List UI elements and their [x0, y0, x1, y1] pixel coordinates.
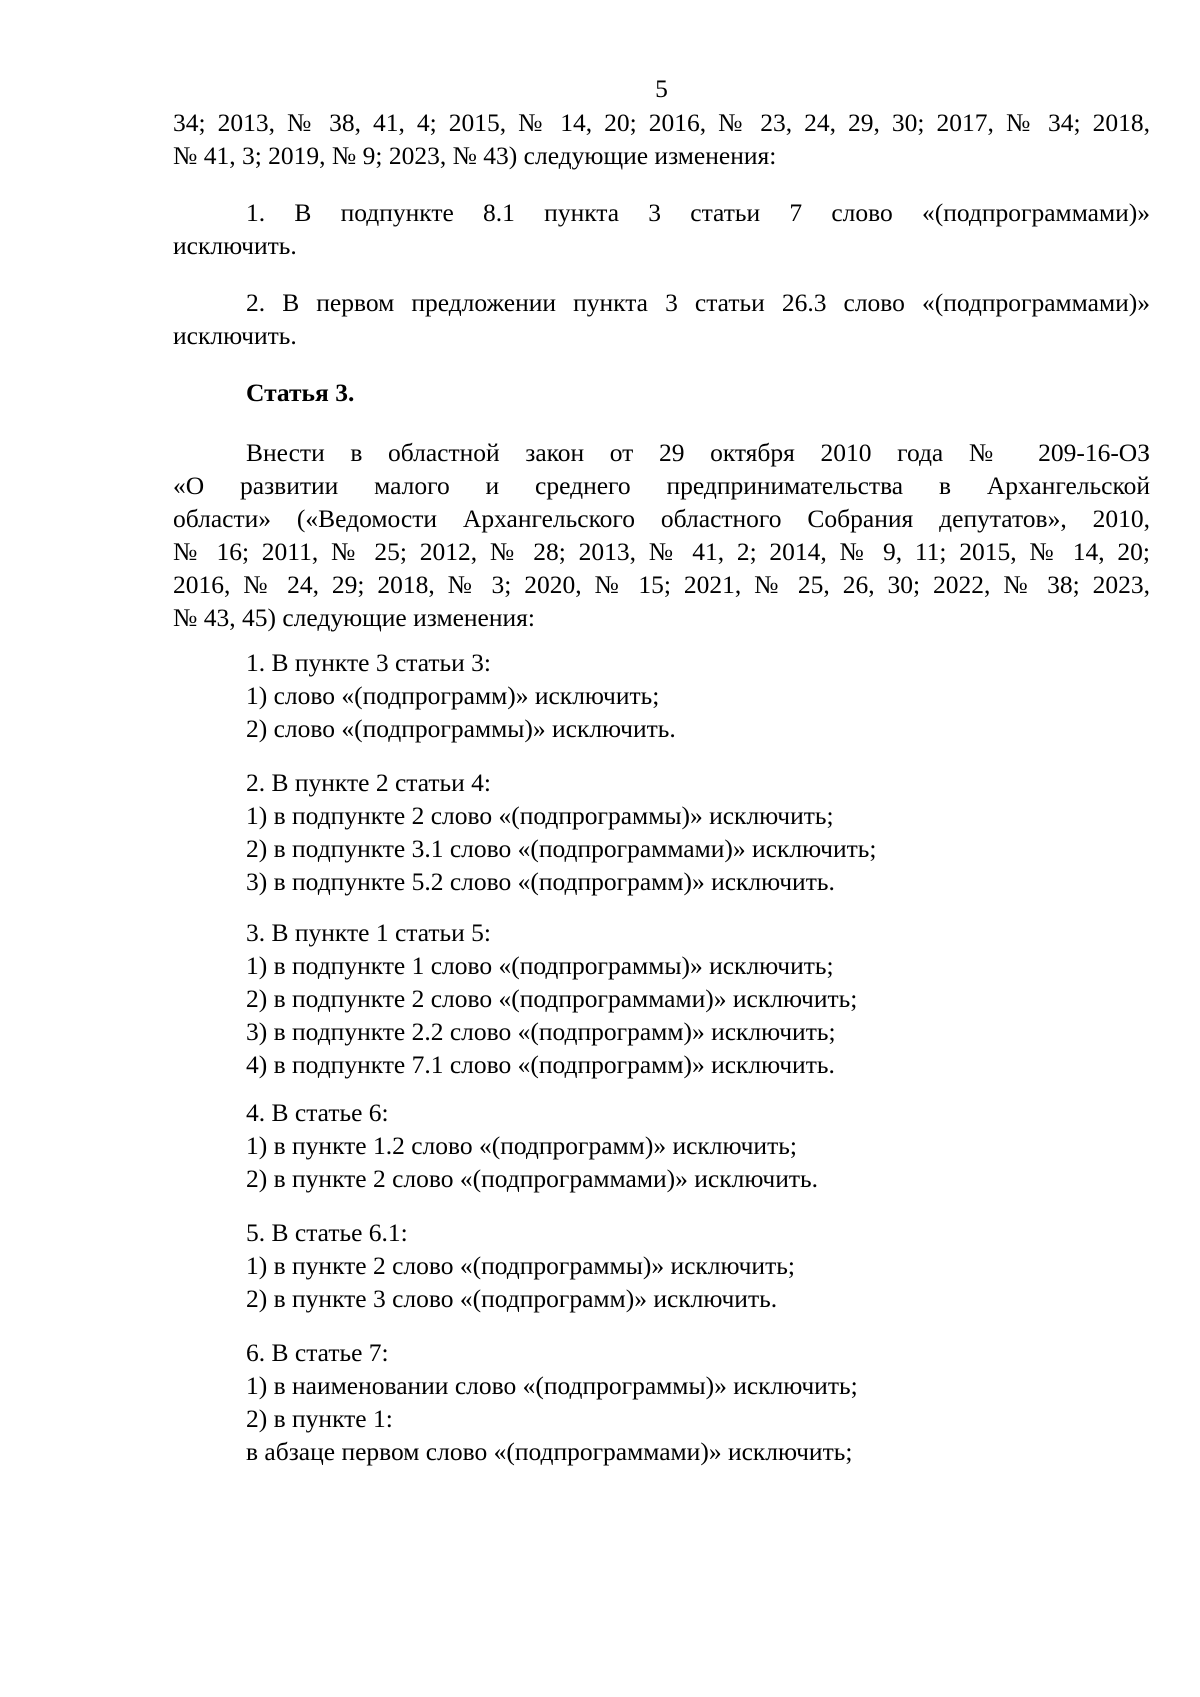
point-title: 6. В статье 7: — [246, 1338, 389, 1367]
point-subitem: 3) в подпункте 5.2 слово «(подпрограмм)» исключить. — [246, 867, 835, 896]
article3-point-5 — [173, 1216, 1200, 1315]
article2-item-2 — [173, 286, 1150, 352]
item-line: исключить. — [173, 321, 297, 350]
point-subitem: 2) в пункте 2 слово «(подпрограммами)» исключить. — [246, 1164, 819, 1193]
article3-point-1 — [173, 646, 1200, 745]
intro-paragraph — [173, 106, 1150, 172]
point-subitem: 2) в пункте 3 слово «(подпрограмм)» исключить. — [246, 1284, 778, 1313]
intro-line: № 41, 3; 2019, № 9; 2023, № 43) следующие изменения: — [173, 141, 777, 170]
intro-line: 34; 2013, № 38, 41, 4; 2015, № 14, 20; 2016, № 23, 24, 29, 30; 2017, № 34; 2018, — [173, 108, 1150, 137]
article3-point-2 — [173, 766, 1200, 898]
article3-intro-line: № 16; 2011, № 25; 2012, № 28; 2013, № 41, 2; 2014, № 9, 11; 2015, № 14, 20; — [173, 537, 1150, 566]
point-subitem: в абзаце первом слово «(подпрограммами)» исключить; — [246, 1437, 853, 1466]
item-line: 1. В подпункте 8.1 пункта 3 статьи 7 слово «(подпрограммами)» — [246, 198, 1150, 227]
point-subitem: 1) слово «(подпрограмм)» исключить; — [246, 681, 660, 710]
point-subitem: 1) в наименовании слово «(подпрограммы)» исключить; — [246, 1371, 858, 1400]
article3-intro-line: Внести в областной закон от 29 октября 2010 года № 209-16-ОЗ — [246, 438, 1150, 467]
item-line: 2. В первом предложении пункта 3 статьи 26.3 слово «(подпрограммами)» — [246, 288, 1150, 317]
item-line: исключить. — [173, 231, 297, 260]
point-title: 2. В пункте 2 статьи 4: — [246, 768, 492, 797]
point-subitem: 2) в подпункте 2 слово «(подпрограммами)» исключить; — [246, 984, 858, 1013]
point-subitem: 2) в подпункте 3.1 слово «(подпрограммами)» исключить; — [246, 834, 877, 863]
article3-intro-line: № 43, 45) следующие изменения: — [173, 603, 535, 632]
article3-intro-line: области» («Ведомости Архангельского областного Собрания депутатов», 2010, — [173, 504, 1150, 533]
article3-point-6 — [173, 1336, 1200, 1468]
article3-point-3 — [173, 916, 1200, 1081]
article2-item-1 — [173, 196, 1150, 262]
article3-point-4 — [173, 1096, 1200, 1195]
point-subitem: 1) в пункте 1.2 слово «(подпрограмм)» исключить; — [246, 1131, 797, 1160]
page-number: 5 — [655, 74, 668, 103]
point-subitem: 1) в подпункте 1 слово «(подпрограммы)» исключить; — [246, 951, 834, 980]
point-title: 1. В пункте 3 статьи 3: — [246, 648, 492, 677]
point-subitem: 1) в пункте 2 слово «(подпрограммы)» исключить; — [246, 1251, 795, 1280]
article3-heading: Статья 3. — [246, 378, 355, 407]
point-title: 5. В статье 6.1: — [246, 1218, 408, 1247]
point-subitem: 4) в подпункте 7.1 слово «(подпрограмм)» исключить. — [246, 1050, 835, 1079]
point-subitem: 3) в подпункте 2.2 слово «(подпрограмм)» исключить; — [246, 1017, 836, 1046]
point-subitem: 2) слово «(подпрограммы)» исключить. — [246, 714, 676, 743]
point-title: 4. В статье 6: — [246, 1098, 389, 1127]
point-title: 3. В пункте 1 статьи 5: — [246, 918, 492, 947]
article3-intro — [173, 436, 1150, 634]
article3-intro-line: «О развитии малого и среднего предпринимательства в Архангельской — [173, 471, 1150, 500]
article3-intro-line: 2016, № 24, 29; 2018, № 3; 2020, № 15; 2021, № 25, 26, 30; 2022, № 38; 2023, — [173, 570, 1150, 599]
point-subitem: 1) в подпункте 2 слово «(подпрограммы)» исключить; — [246, 801, 834, 830]
point-subitem: 2) в пункте 1: — [246, 1404, 393, 1433]
